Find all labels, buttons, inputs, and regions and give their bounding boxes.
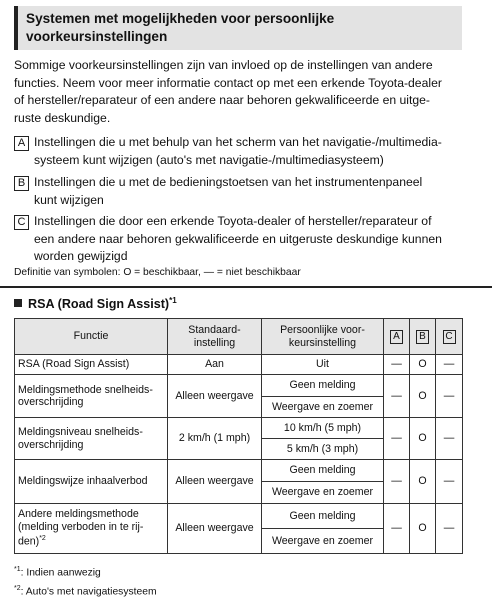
page-title-line-2: voorkeursinstellingen	[26, 29, 168, 44]
col-header-a: A	[384, 319, 410, 355]
page-title-line-1: Systemen met mogelijkheden voor persoonlijke	[26, 11, 335, 26]
option-cell: Weergave en zoemer	[262, 529, 384, 554]
table-row	[15, 418, 463, 439]
intro-line: Sommige voorkeursinstellingen zijn van invloed op de instellingen van andere	[14, 58, 433, 72]
intro-paragraph	[14, 57, 476, 127]
availability-a: —	[384, 504, 410, 554]
default-cell: 2 km/h (1 mph)	[168, 418, 262, 460]
legend-text-line: worden gewijzigd	[34, 249, 128, 264]
availability-b: O	[410, 418, 436, 460]
symbol-definitions: Definitie van symbolen: O = beschikbaar, — = niet beschikbaar	[14, 267, 301, 278]
availability-b: O	[410, 460, 436, 504]
option-cell: Geen melding	[262, 460, 384, 482]
legend-key-a: A	[14, 136, 29, 151]
availability-c: —	[436, 355, 463, 375]
function-cell: Meldingswijze inhaalverbod	[15, 460, 168, 504]
availability-a: —	[384, 375, 410, 418]
table-row	[15, 355, 463, 375]
function-cell: Andere meldingsmethode (melding verboden in te rij- den)$^{*2}$	[15, 504, 168, 554]
availability-b: O	[410, 375, 436, 418]
intro-line: ruste deskundige.	[14, 110, 111, 125]
option-cell: Uit	[262, 355, 384, 375]
availability-a: —	[384, 460, 410, 504]
availability-c: —	[436, 460, 463, 504]
col-header-custom: Persoonlijke voor- keursinstelling	[262, 319, 384, 355]
legend-item-a	[14, 134, 476, 169]
intro-line: functies. Neem voor meer informatie contact op met een erkende Toyota-dealer	[14, 75, 442, 90]
legend-key-b: B	[14, 176, 29, 191]
function-cell: RSA (Road Sign Assist)	[15, 355, 168, 375]
legend-key-c: C	[14, 215, 29, 230]
option-cell: Weergave en zoemer	[262, 397, 384, 418]
footnote-1: $^{*1}$: Indien aanwezig	[14, 566, 101, 579]
legend-item-b	[14, 174, 476, 209]
availability-b: O	[410, 504, 436, 554]
col-header-default: Standaard- instelling	[168, 319, 262, 355]
section-heading	[14, 293, 177, 312]
col-header-b: B	[410, 319, 436, 355]
col-header-function: Functie	[15, 319, 168, 355]
legend-text-line: kunt wijzigen	[34, 192, 104, 207]
legend-text-line: een andere naar behoren gekwalificeerde en uitgeruste deskundige kunnen	[34, 231, 442, 246]
option-cell: Weergave en zoemer	[262, 482, 384, 504]
function-cell: Meldingsniveau snelheids- overschrijding	[15, 418, 168, 460]
default-cell: Alleen weergave	[168, 375, 262, 418]
table-row	[15, 375, 463, 397]
col-header-c: C	[436, 319, 463, 355]
legend-text-line: Instellingen die door een erkende Toyota-dealer of hersteller/reparateur of	[34, 214, 432, 228]
availability-b: O	[410, 355, 436, 375]
legend-item-c	[14, 213, 476, 266]
function-cell: Meldingsmethode snelheids- overschrijding	[15, 375, 168, 418]
option-cell: 5 km/h (3 mph)	[262, 439, 384, 460]
rsa-settings-table	[14, 318, 463, 554]
table-row	[15, 504, 463, 529]
table-row	[15, 460, 463, 482]
footnote-2: $^{*2}$: Auto's met navigatiesysteem	[14, 585, 157, 598]
table-header-row	[15, 319, 463, 355]
square-bullet-icon	[14, 299, 22, 307]
option-cell: 10 km/h (5 mph)	[262, 418, 384, 439]
section-divider	[0, 286, 492, 288]
intro-line: of hersteller/reparateur of een andere naar behoren gekwalificeerde en uitge-	[14, 93, 430, 108]
section-heading-footnote-ref: *1	[169, 296, 177, 305]
default-cell: Aan	[168, 355, 262, 375]
section-title-box	[14, 6, 462, 50]
availability-c: —	[436, 375, 463, 418]
section-heading-text: RSA (Road Sign Assist)	[28, 297, 170, 312]
default-cell: Alleen weergave	[168, 504, 262, 554]
availability-a: —	[384, 355, 410, 375]
availability-c: —	[436, 418, 463, 460]
option-cell: Geen melding	[262, 504, 384, 529]
default-cell: Alleen weergave	[168, 460, 262, 504]
option-cell: Geen melding	[262, 375, 384, 397]
legend-text-line: Instellingen die u met de bedieningstoetsen van het instrumentenpaneel	[34, 175, 423, 189]
legend-text-line: Instellingen die u met behulp van het scherm van het navigatie-/multimedia-	[34, 135, 442, 149]
availability-c: —	[436, 504, 463, 554]
legend-text-line: systeem kunt wijzigen (auto's met navigatie-/multimediasysteem)	[34, 152, 384, 167]
availability-a: —	[384, 418, 410, 460]
